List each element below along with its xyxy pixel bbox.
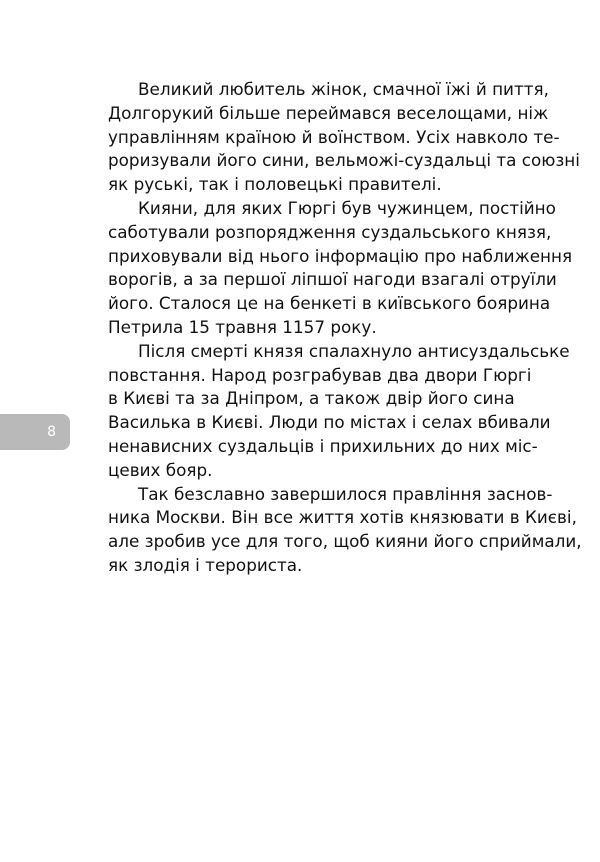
text-line: Великий любитель жінок, смачної їжі й пиття, — [138, 79, 549, 99]
text-line: Кияни, для яких Гюргі був чужинцем, постійно — [138, 197, 556, 218]
text-line: ворогів, а за першої ліпшої нагоди взагалі отруїли — [108, 269, 557, 290]
text-line: Після смерті князя спалахнуло антисуздальське — [138, 340, 570, 361]
text-line: ника Москви. Він все життя хотів князювати в Києві, — [108, 507, 577, 528]
page-number-tab — [0, 414, 70, 450]
text-line: його. Сталося це на бенкеті в київського боярина — [108, 293, 551, 314]
body-text — [108, 78, 582, 578]
text-line: але зробив усе для того, щоб кияни його сприймали, — [108, 531, 582, 552]
text-line: цевих бояр. — [108, 459, 213, 480]
text-line: Долгорукий більше переймався веселощами, ніж — [108, 102, 549, 123]
paragraph-1 — [108, 78, 580, 197]
text-line: приховували від нього інформацію про наближення — [108, 245, 573, 266]
text-line: повстання. Народ розграбував два двори Гюргі — [108, 364, 532, 385]
text-line: управлінням країною й воїнством. Усіх навколо те- — [108, 126, 560, 147]
paragraph-2 — [108, 197, 573, 340]
text-line: як руські, так і половецькі правителі. — [108, 174, 442, 195]
text-line: ненависних суздальців і прихильних до них міс- — [108, 435, 538, 456]
text-line: роризували його сини, вельможі-суздальці та союзні — [108, 150, 580, 171]
text-line: Петрила 15 травня 1157 року. — [108, 316, 377, 337]
text-line: в Києві та за Дніпром, а також двір його сина — [108, 388, 515, 409]
page-number: 8 — [47, 424, 56, 440]
text-line: Так безславно завершилося правління заснов- — [138, 483, 553, 504]
text-line: саботували розпорядження суздальського князя, — [108, 221, 552, 242]
text-line: Василька в Києві. Люди по містах і селах вбивали — [108, 412, 551, 433]
text-line: як злодія і терориста. — [108, 554, 303, 575]
paragraph-3 — [108, 340, 570, 483]
paragraph-4 — [108, 483, 582, 578]
